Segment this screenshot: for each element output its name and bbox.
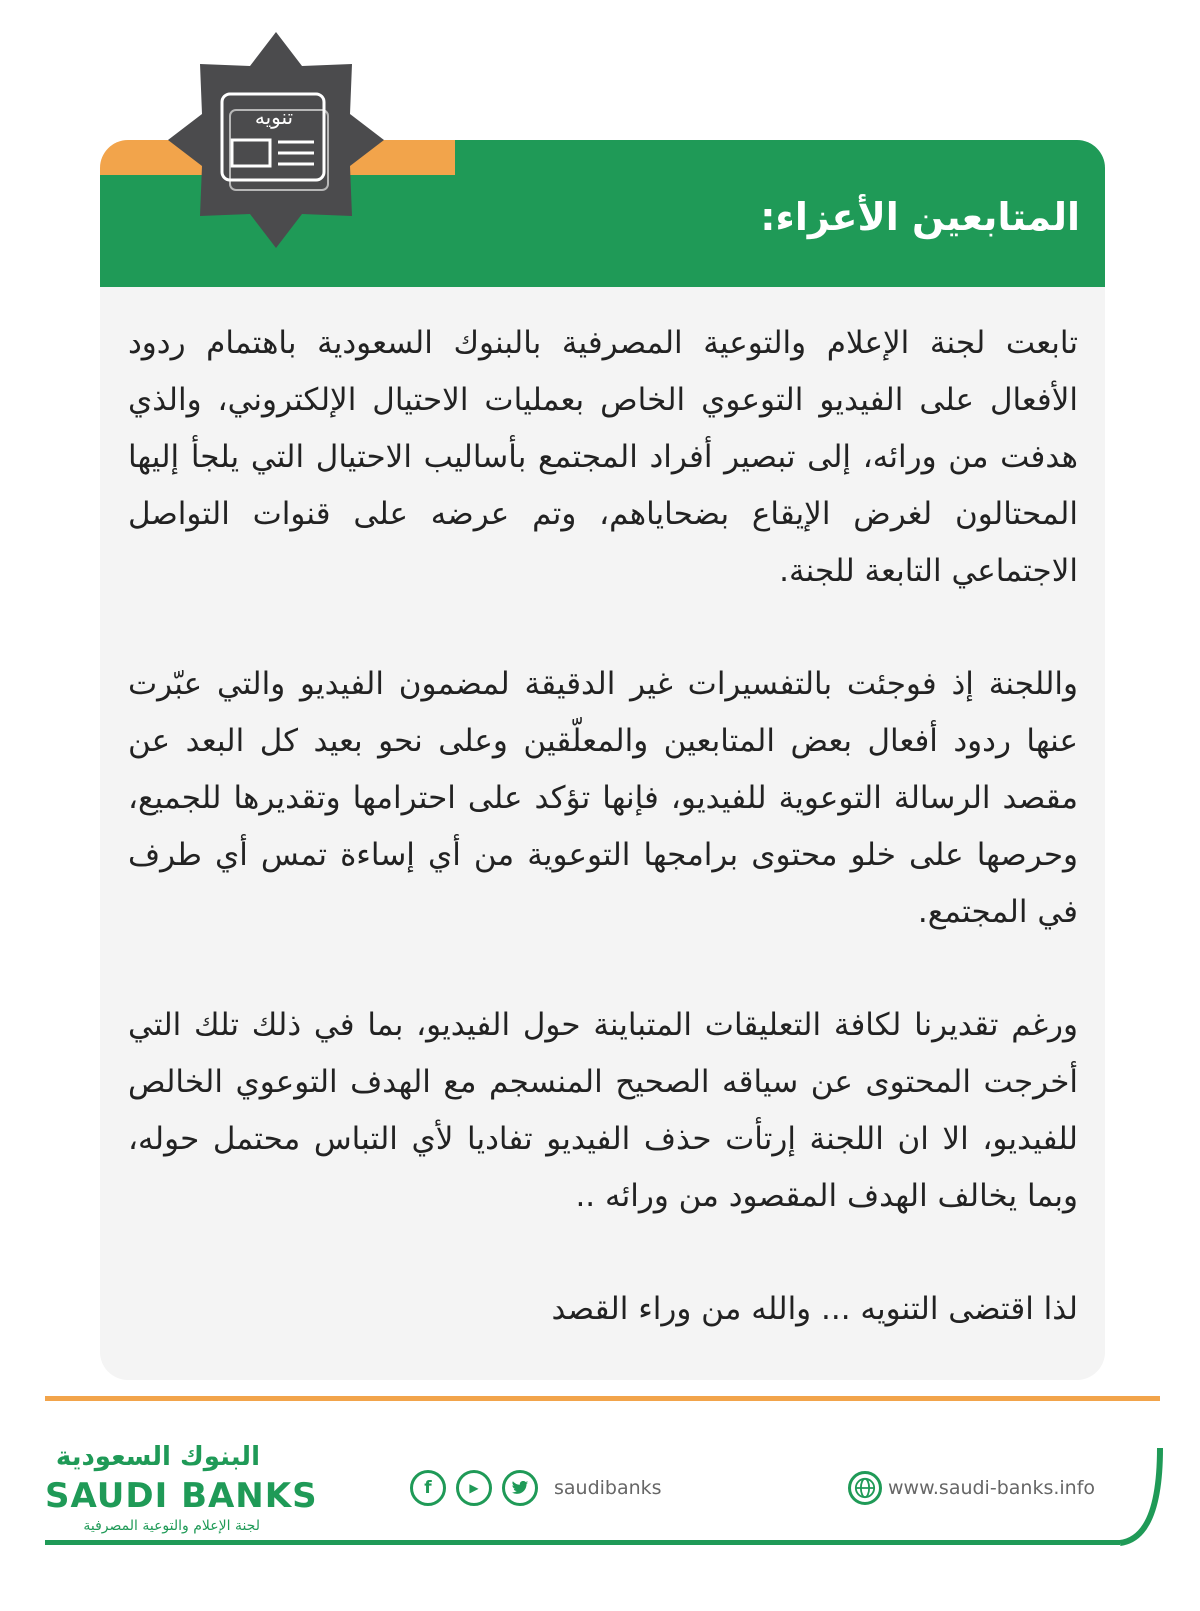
badge-label: تنويه <box>254 105 294 129</box>
closing-line: لذا اقتضى التنويه ... والله من وراء القصد <box>551 1291 1078 1327</box>
body-paragraph-3: ورغم تقديرنا لكافة التعليقات المتباينة حول الفيديو، بما في ذلك تلك التي أخرجت المحتوى عن سياقه الصحيح المنسجم مع الهدف التوعوي الخالص للفيديو، الا ان اللجنة إرتأت حذف الفيديو تفاديا لأي التباس محتمل حوله، وبما يخالف الهدف المقصود من ورائه .. <box>128 1007 1078 1214</box>
website-link[interactable] <box>848 1471 1095 1505</box>
header-title: المتابعين الأعزاء: <box>760 195 1080 239</box>
logo-arabic: البنوك السعودية <box>55 1442 260 1472</box>
badge-star-shape <box>168 32 384 248</box>
footer-orange-divider <box>45 1396 1160 1401</box>
youtube-icon[interactable]: ▶ <box>456 1470 492 1506</box>
notice-body <box>128 315 1078 1338</box>
notice-badge-icon <box>168 32 384 248</box>
body-paragraph-1: تابعت لجنة الإعلام والتوعية المصرفية بالبنوك السعودية باهتمام ردود الأفعال على الفيديو التوعوي الخاص بعمليات الاحتيال الإلكتروني، والذي هدفت من ورائه، إلى تبصير أفراد المجتمع بأساليب الاحتيال التي يلجأ إليها المحتالون لغرض الإيقاع بضحاياهم، وتم عرضه على قنوات التواصل الاجتماعي التابعة للجنة. <box>128 325 1078 589</box>
logo-subtitle: لجنة الإعلام والتوعية المصرفية <box>83 1518 260 1534</box>
globe-icon <box>848 1471 882 1505</box>
website-url[interactable]: www.saudi-banks.info <box>888 1477 1096 1499</box>
footer-curve-decoration <box>1090 1448 1170 1546</box>
facebook-icon[interactable]: f <box>410 1470 446 1506</box>
twitter-icon[interactable] <box>502 1470 538 1506</box>
body-paragraph-2: واللجنة إذ فوجئت بالتفسيرات غير الدقيقة لمضمون الفيديو والتي عبّرت عنها ردود أفعال بعض المتابعين والمعلّقين وعلى نحو بعيد كل البعد عن مقصد الرسالة التوعوية للفيديو، فإنها تؤكد على احترامها وتقديرها للجميع، وحرصها على خلو محتوى برامجها التوعوية من أي إساءة تمس أي طرف في المجتمع. <box>128 666 1078 930</box>
social-links <box>410 1470 662 1506</box>
logo-english: SAUDI BANKS <box>45 1476 318 1516</box>
social-handle[interactable]: saudibanks <box>554 1477 662 1499</box>
footer-green-divider <box>45 1540 1120 1545</box>
